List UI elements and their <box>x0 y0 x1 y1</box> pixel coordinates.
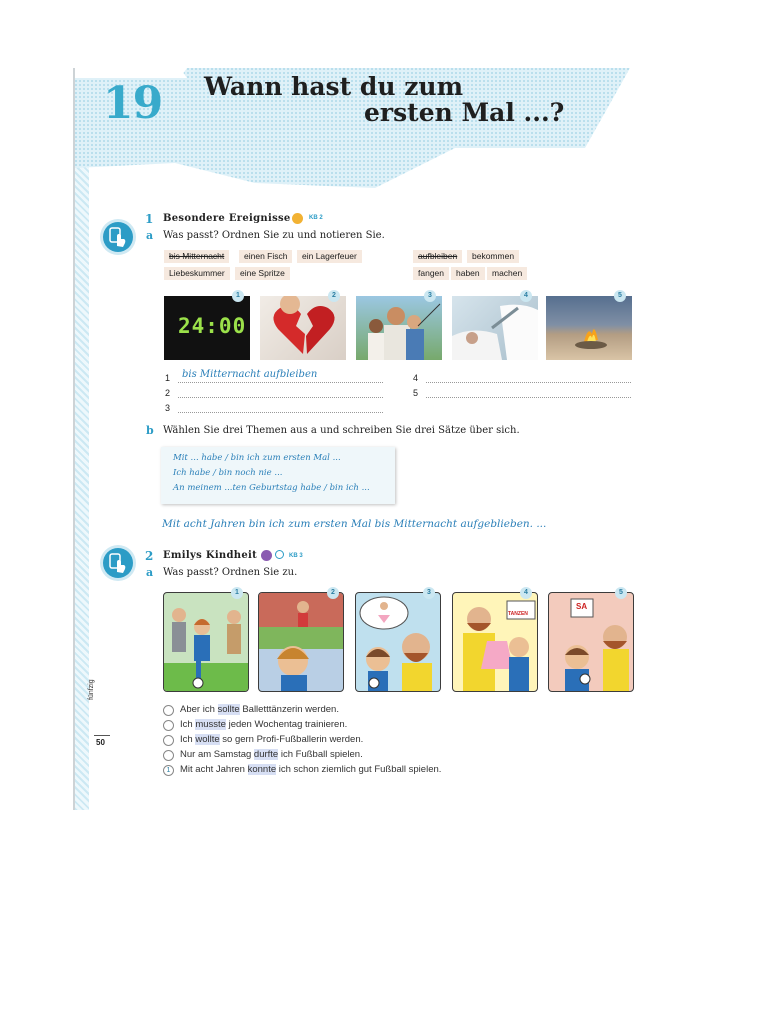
answer-line-number-2: 2 <box>165 388 171 398</box>
clock-display: 24:00 <box>178 314 247 338</box>
chip-right-4: haben <box>451 267 485 280</box>
exercise1-number: 1 <box>145 212 154 226</box>
chip-right-3: fangen <box>413 267 449 280</box>
photo-injection <box>452 296 538 360</box>
chip-right-5: machen <box>487 267 527 280</box>
panel-number-4: 4 <box>520 587 532 599</box>
chapter-number: 19 <box>103 78 163 129</box>
exercise1-title: Besondere Ereignisse <box>163 213 291 224</box>
answer-line-number-3: 3 <box>165 403 171 413</box>
chip-left-3: ein Lagerfeuer <box>297 250 362 263</box>
sentence-1: Aber ich sollte Balletttänzerin werden. <box>180 704 339 715</box>
comic-panel-1 <box>163 592 249 692</box>
chip-right-2: bekommen <box>467 250 519 263</box>
comic-panel-5 <box>548 592 634 692</box>
order-radio-3[interactable] <box>163 735 174 746</box>
grammar-badge-icon <box>261 550 272 561</box>
photo-number-2: 2 <box>328 290 340 302</box>
audio-badge-icon <box>292 213 303 224</box>
photo-number-5: 5 <box>614 290 626 302</box>
photo-family-fishing <box>356 296 442 360</box>
answer-line-2[interactable] <box>178 397 383 398</box>
answer-line-number-4: 4 <box>413 373 419 383</box>
order-radio-4[interactable] <box>163 750 174 761</box>
chapter-title-line1: Wann hast du zum <box>204 72 464 101</box>
exercise1a-instruction: Was passt? Ordnen Sie zu und notieren Sie. <box>163 230 385 241</box>
answer1-handwritten: bis Mitternacht aufbleiben <box>182 369 318 380</box>
comic-panel-2 <box>258 592 344 692</box>
hint-line-2: Ich habe / bin noch nie ... <box>173 468 283 478</box>
touch-hand-icon[interactable] <box>103 222 133 252</box>
comic-panel-3 <box>355 592 441 692</box>
sentence-2: Ich musste jeden Wochentag trainieren. <box>180 719 348 730</box>
exercise1-kb: KB 2 <box>309 215 323 221</box>
page-number: 50 <box>96 738 105 747</box>
chip-left-2: einen Fisch <box>239 250 292 263</box>
photo-number-1: 1 <box>232 290 244 302</box>
footer-rule <box>94 735 110 736</box>
exercise1b-letter: b <box>146 424 154 437</box>
answer-line-3[interactable] <box>178 412 383 413</box>
answer-line-5[interactable] <box>426 397 631 398</box>
photo-campfire <box>546 296 632 360</box>
order-radio-2[interactable] <box>163 720 174 731</box>
panel4-sign: TANZEN <box>508 611 528 617</box>
order-radio-5[interactable]: 1 <box>163 765 174 776</box>
panel-number-3: 3 <box>423 587 435 599</box>
panel-number-1: 1 <box>231 587 243 599</box>
sentence-3: Ich wollte so gern Profi-Fußballerin werden. <box>180 734 364 745</box>
exercise2a-instruction: Was passt? Ordnen Sie zu. <box>163 567 298 578</box>
photo-number-3: 3 <box>424 290 436 302</box>
photo-clock <box>164 296 250 360</box>
exercise2-kb: KB 3 <box>289 553 303 559</box>
comic-panel-4 <box>452 592 538 692</box>
touch-hand-icon-2[interactable] <box>103 548 133 578</box>
answer-line-number-5: 5 <box>413 388 419 398</box>
answer-line-1[interactable] <box>178 382 383 383</box>
answer-line-4[interactable] <box>426 382 631 383</box>
example-sentence-handwritten: Mit acht Jahren bin ich zum ersten Mal bis Mitternacht aufgeblieben. ... <box>162 518 547 530</box>
chip-left-5: eine Spritze <box>235 267 290 280</box>
exercise1a-letter: a <box>146 229 154 242</box>
chip-right-1: aufbleiben <box>413 250 462 263</box>
exercise1b-instruction: Wählen Sie drei Themen aus a und schreiben Sie drei Sätze über sich. <box>163 425 520 436</box>
chapter-title-line2: ersten Mal ...? <box>364 98 565 127</box>
chip-left-4: Liebeskummer <box>164 267 230 280</box>
exercise2-title: Emilys Kindheit <box>163 550 258 561</box>
magnifier-icon <box>275 550 284 559</box>
panel-number-5: 5 <box>615 587 627 599</box>
answer-line-number-1: 1 <box>165 373 171 383</box>
side-band <box>75 96 89 810</box>
hint-line-1: Mit ... habe / bin ich zum ersten Mal ... <box>173 453 341 463</box>
page-word: fünfzig <box>88 679 95 700</box>
order-radio-1[interactable] <box>163 705 174 716</box>
sentence-5: Mit acht Jahren konnte ich schon ziemlich gut Fußball spielen. <box>180 764 442 775</box>
panel5-sign: SA <box>576 602 588 611</box>
chip-left-1: bis Mitternacht <box>164 250 229 263</box>
exercise2-number: 2 <box>145 549 154 563</box>
hint-box <box>161 447 395 504</box>
photo-number-4: 4 <box>520 290 532 302</box>
photo-broken-heart <box>260 296 346 360</box>
sentence-4: Nur am Samstag durfte ich Fußball spielen. <box>180 749 363 760</box>
hint-line-3: An meinem ...ten Geburtstag habe / bin ich ... <box>173 483 370 493</box>
panel-number-2: 2 <box>327 587 339 599</box>
exercise2a-letter: a <box>146 566 154 579</box>
